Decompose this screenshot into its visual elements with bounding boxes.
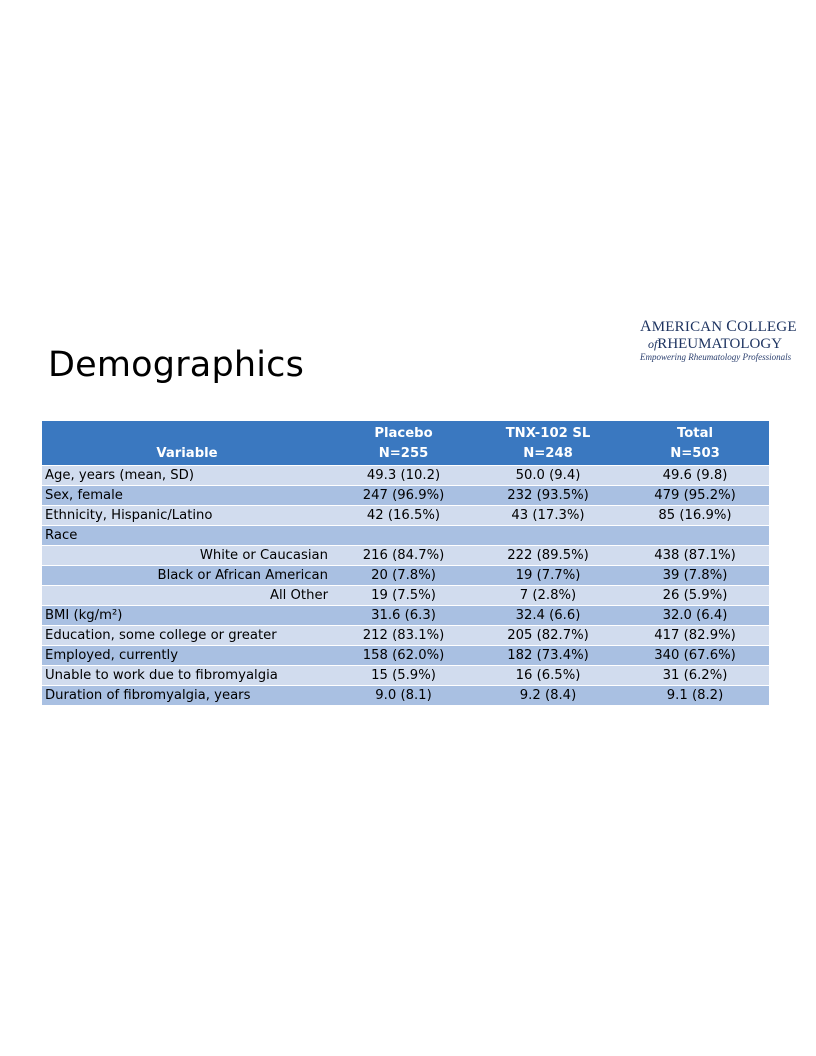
acr-logo [640, 318, 797, 363]
logo-cap-a: A [640, 318, 652, 335]
cell-variable: BMI (kg/m²) [42, 606, 332, 626]
header-placebo-line2: N=255 [378, 446, 429, 461]
cell-placebo: 9.0 (8.1) [332, 686, 475, 706]
table-row [42, 486, 769, 506]
table-row [42, 666, 769, 686]
cell-placebo: 49.3 (10.2) [332, 466, 475, 486]
cell-tnx: 232 (93.5%) [475, 486, 621, 506]
cell-total: 340 (67.6%) [621, 646, 769, 666]
table-row [42, 686, 769, 706]
logo-text-merican: MERICAN [651, 319, 727, 335]
header-placebo-line1: Placebo [374, 426, 433, 441]
cell-variable: Unable to work due to fibromyalgia [42, 666, 332, 686]
logo-line-2 [640, 336, 790, 352]
table-header-row [42, 421, 769, 466]
cell-total: 26 (5.9%) [621, 586, 769, 606]
page-title: Demographics [48, 345, 305, 385]
cell-variable: All Other [42, 586, 332, 606]
table-row [42, 466, 769, 486]
logo-line-1 [640, 318, 797, 336]
header-variable [42, 421, 332, 466]
cell-total: 438 (87.1%) [621, 546, 769, 566]
cell-tnx: 43 (17.3%) [475, 506, 621, 526]
cell-variable: Ethnicity, Hispanic/Latino [42, 506, 332, 526]
cell-total: 85 (16.9%) [621, 506, 769, 526]
cell-placebo: 247 (96.9%) [332, 486, 475, 506]
table-row [42, 646, 769, 666]
logo-text-heumatology: HEUMATOLOGY [667, 336, 783, 352]
cell-total [621, 526, 769, 546]
cell-total: 417 (82.9%) [621, 626, 769, 646]
cell-tnx: 205 (82.7%) [475, 626, 621, 646]
cell-tnx: 16 (6.5%) [475, 666, 621, 686]
cell-placebo: 19 (7.5%) [332, 586, 475, 606]
cell-total: 32.0 (6.4) [621, 606, 769, 626]
cell-total: 49.6 (9.8) [621, 466, 769, 486]
cell-variable: Race [42, 526, 332, 546]
logo-tagline: Empowering Rheumatology Professionals [640, 352, 792, 362]
header-total-line1: Total [676, 426, 714, 441]
header-placebo [332, 421, 475, 466]
cell-variable: Education, some college or greater [42, 626, 332, 646]
cell-placebo: 158 (62.0%) [332, 646, 475, 666]
cell-variable: Sex, female [42, 486, 332, 506]
header-variable-line2: Variable [156, 446, 218, 461]
table-row [42, 546, 769, 566]
header-tnx [475, 421, 621, 466]
table-row [42, 626, 769, 646]
cell-tnx: 9.2 (8.4) [475, 686, 621, 706]
cell-placebo: 212 (83.1%) [332, 626, 475, 646]
cell-tnx: 32.4 (6.6) [475, 606, 621, 626]
cell-tnx: 7 (2.8%) [475, 586, 621, 606]
cell-tnx: 182 (73.4%) [475, 646, 621, 666]
cell-total: 39 (7.8%) [621, 566, 769, 586]
cell-variable: White or Caucasian [42, 546, 332, 566]
table-row [42, 566, 769, 586]
cell-tnx [475, 526, 621, 546]
cell-placebo: 216 (84.7%) [332, 546, 475, 566]
cell-placebo: 20 (7.8%) [332, 566, 475, 586]
cell-placebo: 42 (16.5%) [332, 506, 475, 526]
table-row [42, 606, 769, 626]
cell-variable: Duration of fibromyalgia, years [42, 686, 332, 706]
cell-total: 479 (95.2%) [621, 486, 769, 506]
header-tnx-line1: TNX-102 SL [505, 426, 591, 441]
cell-total: 31 (6.2%) [621, 666, 769, 686]
table-row [42, 586, 769, 606]
cell-placebo: 15 (5.9%) [332, 666, 475, 686]
cell-placebo: 31.6 (6.3) [332, 606, 475, 626]
header-total [621, 421, 769, 466]
cell-variable: Black or African American [42, 566, 332, 586]
table-row [42, 526, 769, 546]
logo-text-of: of [647, 337, 658, 351]
logo-cap-c: C [726, 318, 738, 335]
cell-tnx: 222 (89.5%) [475, 546, 621, 566]
demographics-table [42, 421, 769, 706]
header-tnx-line2: N=248 [523, 446, 573, 461]
table-row [42, 506, 769, 526]
cell-variable: Employed, currently [42, 646, 332, 666]
cell-tnx: 19 (7.7%) [475, 566, 621, 586]
logo-text-ollege: OLLEGE [737, 319, 797, 335]
logo-cap-r: R [657, 336, 668, 352]
cell-variable: Age, years (mean, SD) [42, 466, 332, 486]
header-total-line2: N=503 [670, 446, 720, 461]
cell-placebo [332, 526, 475, 546]
cell-total: 9.1 (8.2) [621, 686, 769, 706]
cell-tnx: 50.0 (9.4) [475, 466, 621, 486]
